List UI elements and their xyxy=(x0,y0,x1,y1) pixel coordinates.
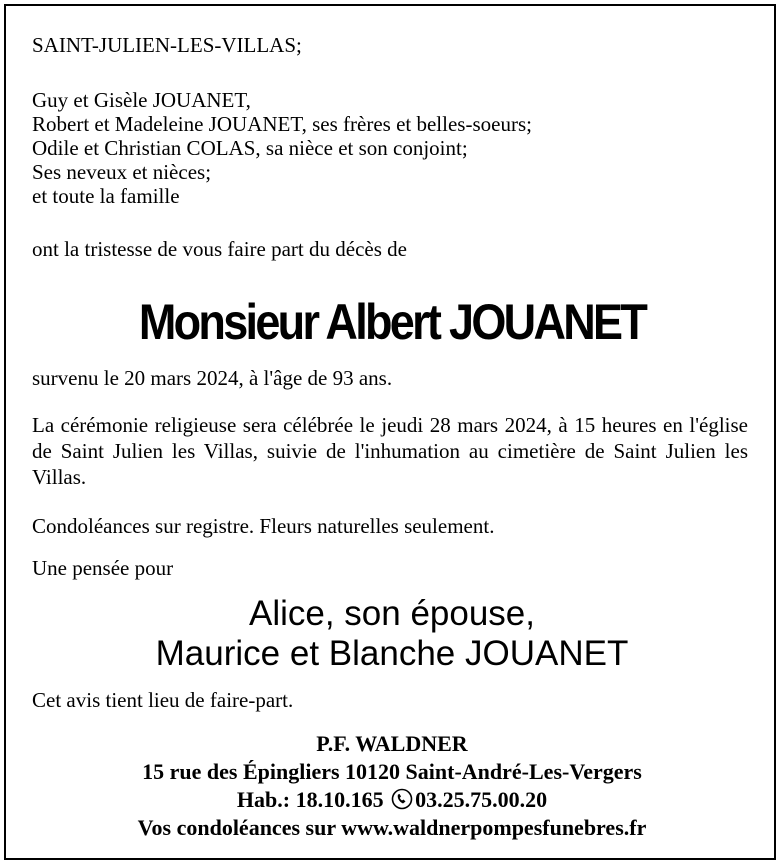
funeral-home-name: P.F. WALDNER xyxy=(316,731,468,756)
pensee-line-1: Alice, son épouse, xyxy=(248,594,535,633)
funeral-home-address: 15 rue des Épingliers 10120 Saint-André-Les-Vergers xyxy=(142,759,642,784)
phone-icon xyxy=(391,786,413,814)
pensee-intro: Une pensée pour xyxy=(32,556,174,580)
family-line-2: Robert et Madeleine JOUANET, ses frères et belles-soeurs; xyxy=(32,112,532,136)
pensee-line-2: Maurice et Blanche JOUANET xyxy=(155,634,629,673)
condolences-note: Condoléances sur registre. Fleurs naturelles seulement. xyxy=(32,514,495,538)
family-line-4: Ses neveux et nièces; xyxy=(32,160,212,184)
website-line: Vos condoléances sur www.waldnerpompesfunebres.fr xyxy=(137,815,647,840)
ceremony-text: La cérémonie religieuse sera célébrée le jeudi 28 mars 2024, à 15 heures en l'église de Saint Julien les Villas, suivie de l'inhumation au cimetière de Saint Julien les Villas. xyxy=(32,413,748,489)
family-line-3: Odile et Christian COLAS, sa nièce et son conjoint; xyxy=(32,136,468,160)
hab-number: Hab.: 18.10.165 xyxy=(236,787,384,812)
funeral-home-contact xyxy=(0,786,784,814)
phone-number: 03.25.75.00.20 xyxy=(415,787,548,812)
city-header: SAINT-JULIEN-LES-VILLAS; xyxy=(32,33,302,57)
notice-text: Cet avis tient lieu de faire-part. xyxy=(32,688,294,712)
family-line-1: Guy et Gisèle JOUANET, xyxy=(32,88,251,112)
deceased-name: Monsieur Albert JOUANET xyxy=(138,294,646,350)
death-info: survenu le 20 mars 2024, à l'âge de 93 ans. xyxy=(32,366,393,390)
announcement-text: ont la tristesse de vous faire part du décès de xyxy=(32,237,407,261)
family-line-5: et toute la famille xyxy=(32,184,180,208)
